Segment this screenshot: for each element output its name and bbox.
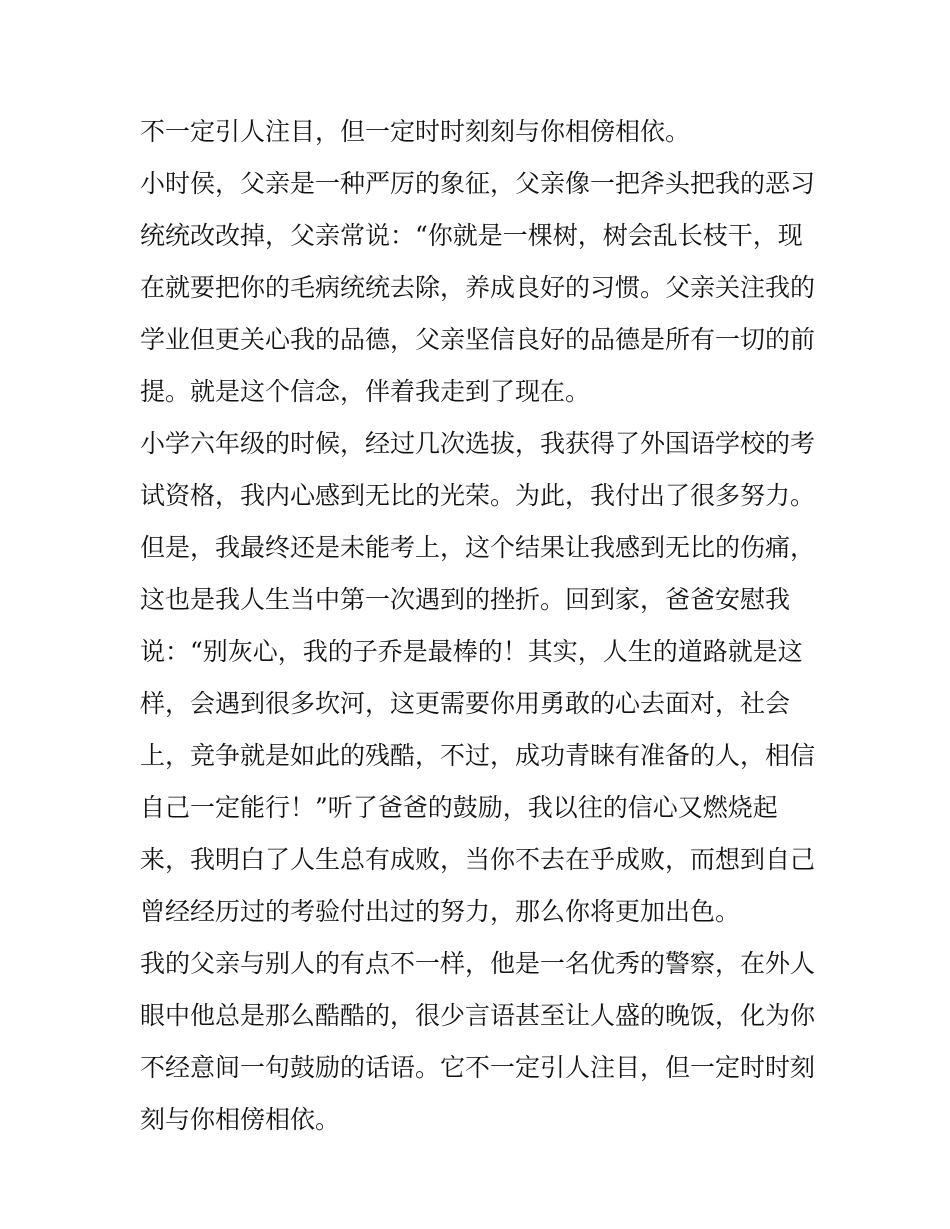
essay-body: [140, 106, 820, 1146]
text-line: 但是，我最终还是未能考上，这个结果让我感到无比的伤痛，: [140, 533, 816, 562]
text-line: 在就要把你的毛病统统去除，养成良好的习惯。父亲关注我的: [140, 273, 816, 302]
text-line: 试资格，我内心感到无比的光荣。为此，我付出了很多努力。: [140, 481, 816, 510]
text-line: 曾经经历过的考验付出过的努力，那么你将更加出色。: [140, 897, 741, 926]
text-line: 小时侯，父亲是一种严厉的象征，父亲像一把斧头把我的恶习: [140, 169, 816, 198]
text-line: 说：“别灰心，我的子乔是最棒的！其实，人生的道路就是这: [140, 637, 803, 666]
text-line: 学业但更关心我的品德，父亲坚信良好的品德是所有一切的前: [140, 325, 816, 354]
text-line: 我的父亲与别人的有点不一样，他是一名优秀的警察，在外人: [140, 949, 816, 978]
text-line: 这也是我人生当中第一次遇到的挫折。回到家，爸爸安慰我: [140, 585, 791, 614]
text-line: 小学六年级的时候，经过几次选拔，我获得了外国语学校的考: [140, 429, 816, 458]
text-line: 样，会遇到很多坎河，这更需要你用勇敢的心去面对，社会: [140, 689, 791, 718]
text-line: 自己一定能行！”听了爸爸的鼓励，我以往的信心又燃烧起: [140, 793, 778, 822]
text-line: 不一定引人注目，但一定时时刻刻与你相傍相依。: [140, 117, 691, 146]
text-line: 刻与你相傍相依。: [140, 1105, 341, 1134]
text-line: 提。就是这个信念，伴着我走到了现在。: [140, 377, 591, 406]
text-line: 上，竞争就是如此的残酷，不过，成功青睐有准备的人，相信: [140, 741, 816, 770]
text-line: 统统改改掉，父亲常说：“你就是一棵树，树会乱长枝干，现: [140, 221, 803, 250]
text-line: 来，我明白了人生总有成败，当你不去在乎成败，而想到自己: [140, 845, 816, 874]
text-line: 眼中他总是那么酷酷的，很少言语甚至让人盛的晚饭，化为你: [140, 1001, 816, 1030]
text-line: 不经意间一句鼓励的话语。它不一定引人注目，但一定时时刻: [140, 1053, 816, 1082]
